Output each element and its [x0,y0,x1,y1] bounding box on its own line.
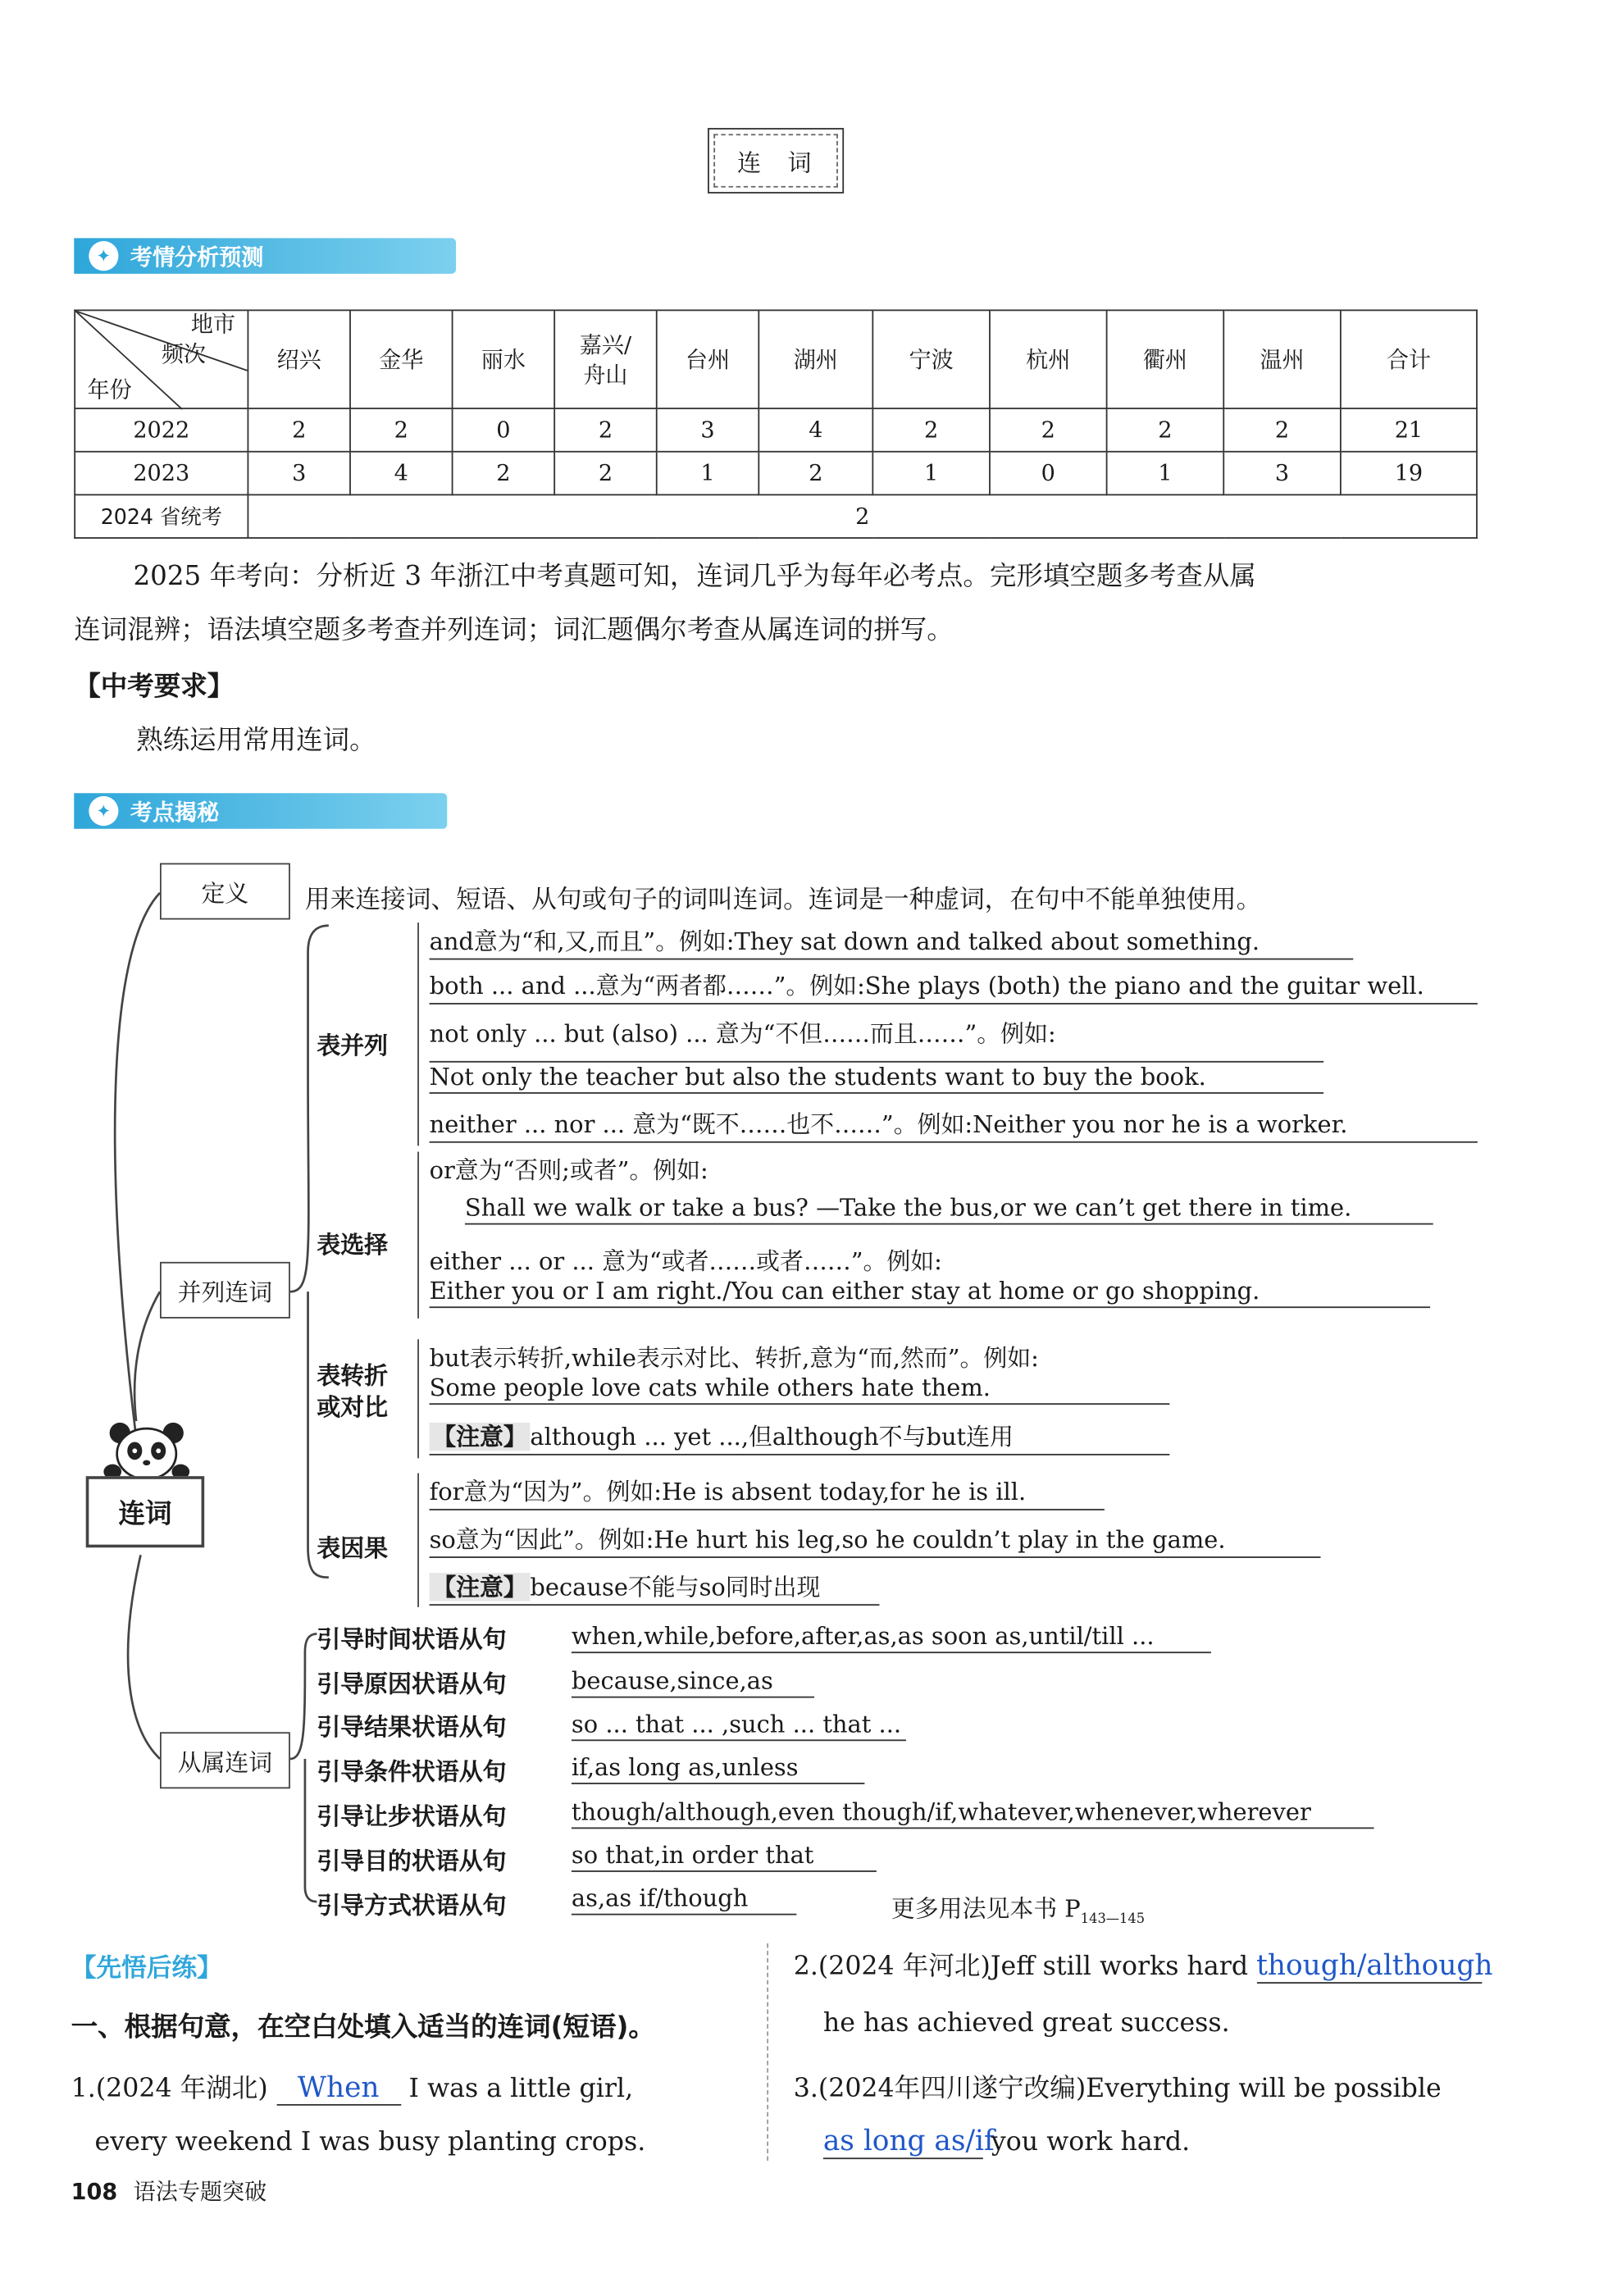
clause-words: because,since,as [572,1666,814,1697]
table-cell: 19 [1341,452,1477,495]
table-cell: 3 [248,452,350,495]
table-cell: 2 [1107,408,1224,452]
contrast-label-2: 或对比 [317,1392,389,1422]
year-cell: 2023 [75,452,248,495]
clause-words: so that,in order that [572,1841,877,1872]
city-header: 衢州 [1107,310,1224,408]
contrast-brace [417,1339,419,1458]
cause-brace [417,1474,419,1607]
clause-label: 引导条件状语从句 [317,1757,507,1786]
clause-words: so ... that ... ,such ... that ... [572,1710,906,1741]
cause-line: so意为“因此”。例如:He hurt his leg,so he couldn’t play in the game. [430,1521,1321,1558]
title-char-1: 连 [737,148,764,177]
definition-text: 用来连接词、短语、从句或句子的词叫连词。连词是一种虚词，在句中不能单独使用。 [304,885,1262,916]
question-3 [794,2068,1442,2105]
parallel-line: Not only the teacher but also the students want to buy the book. [430,1061,1324,1094]
clause-label: 引导目的状语从句 [317,1847,507,1875]
definition-box: 定义 [160,863,290,920]
clause-words: though/although,even though/if,whatever,whenever,wherever [572,1797,1374,1829]
clause-label: 引导让步状语从句 [317,1802,507,1831]
page-footer [71,2175,267,2207]
forecast-line-1: 2025 年考向：分析近 3 年浙江中考真题可知，连词几乎为每年必考点。完形填空题多考查从属 [133,561,1256,593]
note-text: because不能与so同时出现 [530,1573,821,1601]
note-tag: 【注意】 [430,1573,531,1601]
cause-line: for意为“因为”。例如:He is absent today,for he is ill. [430,1474,1105,1510]
table-cell: 2 [554,408,657,452]
table-cell: 2 [990,408,1107,452]
q1-text: I was a little girl, [408,2074,634,2104]
q1-line-2: every weekend I was busy planting crops. [94,2128,646,2158]
table-cell: 1 [657,452,759,495]
q2-number: 2. [793,1952,818,1983]
q3-text: Everything will be possible [1086,2074,1442,2104]
cause-note [430,1569,880,1606]
cause-label: 表因果 [317,1533,389,1563]
lightbulb-icon: ✦ [89,241,118,271]
table-cell: 2 [872,408,990,452]
parallel-brace [417,922,419,1146]
parallel-line: both ... and ...意为“两者都……”。例如:She plays (both) the piano and the guitar well. [430,968,1478,1004]
column-divider [767,1943,768,2161]
total-header: 合计 [1341,310,1477,408]
practice-heading: 【先悟后练】 [71,1953,222,1984]
book-title: 语法专题突破 [133,2178,267,2206]
table-cell: 2 [248,408,350,452]
subordinating-box: 从属连词 [160,1732,290,1788]
choice-line: Shall we walk or take a bus? —Take the bus,or we can’t get there in time. [465,1193,1433,1224]
clause-label: 引导原因状语从句 [317,1670,507,1698]
parallel-line: not only ... but (also) ... 意为“不但……而且……”。例如: [429,1019,1056,1048]
city-header: 嘉兴/ 舟山 [554,310,657,408]
parallel-line: neither ... nor ... 意为“既不……也不……”。例如:Neither you nor he is a worker. [430,1105,1478,1142]
table-cell: 2 [453,452,555,495]
q3-text-after: you work hard. [991,2128,1191,2158]
page-number: 108 [71,2178,118,2206]
city-header: 丽水 [453,310,555,408]
q2-source: (2024 年河北) [818,1952,991,1983]
city-header: 金华 [350,310,453,408]
q2-text: Jeff still works hard [990,1952,1249,1983]
city-header: 湖州 [758,310,872,408]
q3-number: 3. [793,2074,818,2104]
city-header: 温州 [1223,310,1341,408]
contrast-line: but表示转折,while表示对比、转折,意为“而,然而”。例如: [429,1343,1039,1373]
table-cell: 2 [1223,408,1341,452]
panda-icon [98,1418,195,1478]
table-cell: 21 [1341,408,1477,452]
coordinating-box: 并列连词 [160,1262,290,1319]
table-cell: 2 [350,408,453,452]
analysis-banner-text: 考情分析预测 [130,243,264,271]
q3-line-2 [823,2125,1190,2159]
question-1 [71,2068,633,2105]
forecast-line-2: 连词混辨；语法填空题多考查并列连词；词汇题偶尔考查从属连词的拼写。 [74,614,954,646]
choice-line: Either you or I am right./You can either stay at home or go shopping. [430,1277,1431,1308]
choice-label: 表选择 [317,1230,389,1260]
q1-answer: When [276,2071,401,2106]
more-usage-note [891,1890,1145,1928]
corner-freq: 频次 [161,340,206,368]
table-cell: 1 [872,452,990,495]
requirement-text: 熟练运用常用连词。 [136,724,376,756]
corner-city: 地市 [190,311,236,338]
provincial-value: 2 [248,494,1477,538]
q3-source: (2024年四川遂宁改编) [818,2074,1086,2104]
table-cell: 2 [758,452,872,495]
clause-words: if,as long as,unless [572,1753,864,1784]
parallel-label: 表并列 [317,1031,389,1060]
choice-line: either ... or ... 意为“或者……或者……”。例如: [429,1246,942,1276]
q2-answer: though/although [1256,1949,1493,1983]
city-header: 绍兴 [248,310,350,408]
clause-label: 引导时间状语从句 [317,1624,507,1654]
lightbulb-icon: ✦ [89,796,118,826]
year-cell: 2022 [75,408,248,452]
contrast-note [430,1418,1170,1455]
provincial-label: 2024 省统考 [75,494,248,538]
q3-answer: as long as/if [822,2125,995,2158]
choice-brace [417,1152,419,1319]
question-2 [793,1947,1493,1984]
corner-year: 年份 [87,376,132,403]
table-cell: 4 [758,408,872,452]
table-cell: 2 [554,452,657,495]
contrast-line: Some people love cats while others hate them. [430,1374,1170,1405]
table-cell: 3 [657,408,759,452]
clause-words: as,as if/though [572,1884,796,1915]
requirement-heading: 【中考要求】 [74,671,235,703]
city-header: 台州 [657,310,759,408]
table-cell: 3 [1223,452,1341,495]
city-header: 杭州 [990,310,1107,408]
more-usage-text: 更多用法见本书 P [891,1894,1081,1923]
root-box: 连词 [86,1476,204,1547]
contrast-label-1: 表转折 [317,1361,389,1390]
clause-label: 引导结果状语从句 [317,1712,507,1742]
parallel-line: and意为“和,又,而且”。例如:They sat down and talked about something. [430,922,1354,959]
title-char-2: 词 [787,148,815,177]
table-cell: 0 [453,408,555,452]
table-cell: 1 [1107,452,1224,495]
note-tag: 【注意】 [430,1423,531,1451]
more-usage-pages: 143—145 [1080,1912,1146,1928]
points-banner-text: 考点揭秘 [130,798,220,826]
city-header: 宁波 [872,310,990,408]
choice-line: or意为“否则;或者”。例如: [429,1156,708,1185]
exercise-instruction: 一、根据句意，在空白处填入适当的连词(短语)。 [71,2011,655,2043]
q2-line-2: he has achieved great success. [822,2008,1230,2039]
q1-number: 1. [71,2074,96,2104]
table-cell: 0 [990,452,1107,495]
clause-words: when,while,before,after,as,as soon as,until/till ... [572,1622,1211,1653]
clause-label: 引导方式状语从句 [317,1891,507,1920]
q1-source: (2024 年湖北) [95,2074,268,2104]
table-cell: 4 [350,452,453,495]
note-text: although ... yet ...,但although不与but连用 [530,1422,1014,1451]
